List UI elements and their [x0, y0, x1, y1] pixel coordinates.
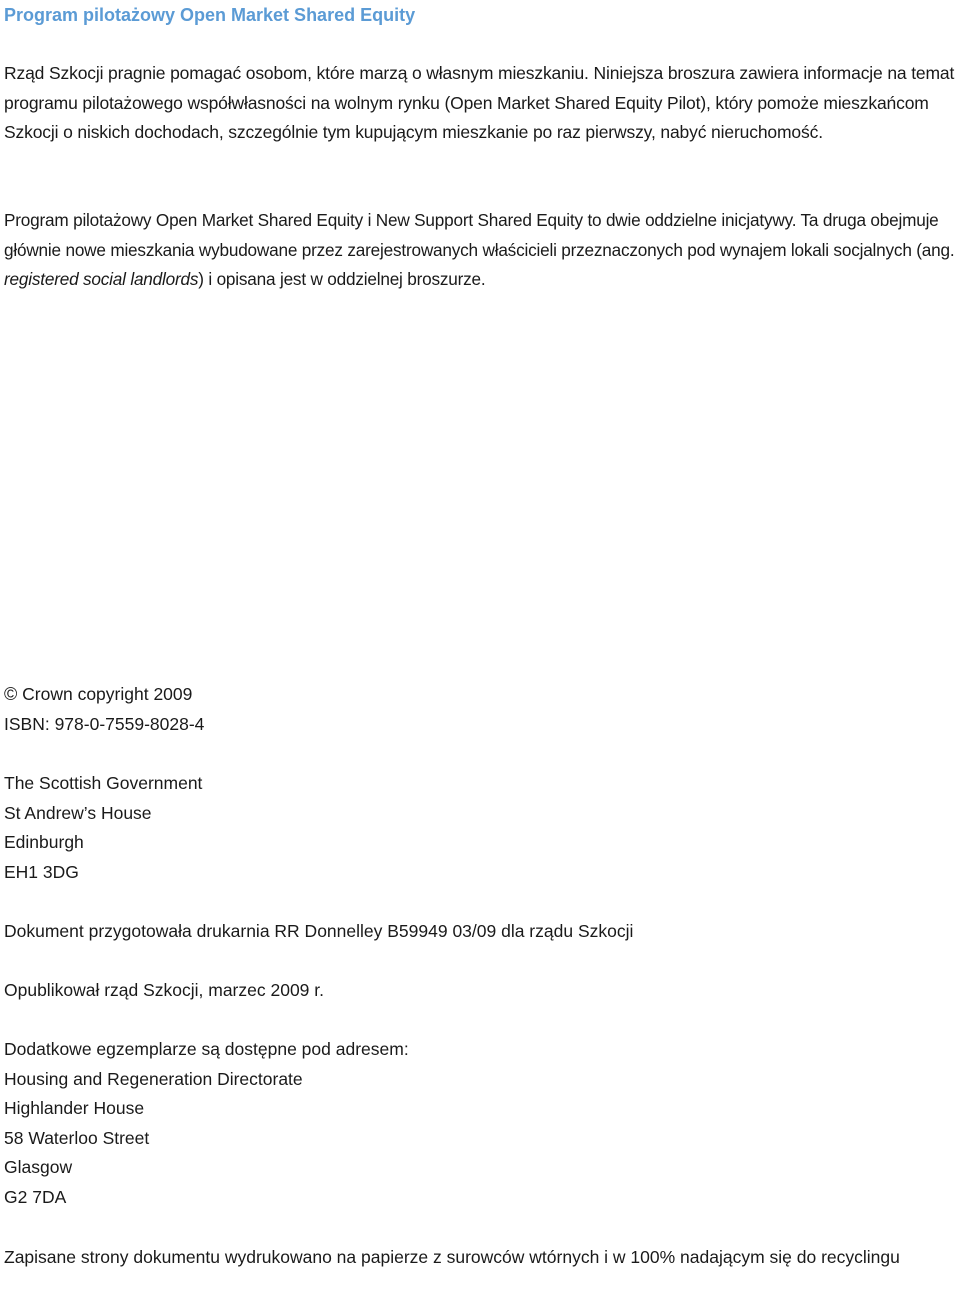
additional-copies-heading: Dodatkowe egzemplarze są dostępne pod adresem:	[4, 1039, 409, 1059]
intro-paragraph-1: Rząd Szkocji pragnie pomagać osobom, które marzą o własnym mieszkaniu. Niniejsza broszura zawiera informacje na temat programu pilotażowego współwłasności na wolnym rynku (Open Market Shared Equity Pilot), który pomoże mieszkańcom Szkocji o niskich dochodach, szczególnie tym kupującym mieszkanie po raz pierwszy, nabyć nieruchomość.	[4, 63, 955, 143]
address-line-3: Edinburgh	[4, 832, 84, 853]
additional-address-line-2: Highlander House	[4, 1098, 145, 1119]
copyright-text: Crown copyright 2009	[22, 684, 193, 704]
paragraph-2-italic-term: registered social landlords	[4, 269, 199, 290]
printer-note-text: Dokument przygotowała drukarnia RR Donnelley B59949 03/09 dla rządu Szkocji	[4, 921, 634, 941]
address-line-4: EH1 3DG	[4, 861, 79, 882]
isbn-line: ISBN: 978-0-7559-8028-4	[4, 713, 205, 734]
paragraph-2-text-start: Program pilotażowy Open Market Shared Equity i New Support Shared Equity to dwie oddzielne inicjatywy. Ta druga obejmuje głównie nowe mieszkania wybudowane przez zarejestrowanych właścicieli przeznaczonych pod wynajem lokali socjalnych (ang.	[4, 210, 955, 260]
printer-note	[4, 917, 633, 947]
additional-address-line-3: 58 Waterloo Street	[4, 1127, 150, 1148]
paragraph-2-text-end: ) i opisana jest w oddzielnej broszurze.	[198, 269, 486, 290]
additional-copies-address	[4, 1035, 409, 1213]
intro-paragraph-2	[4, 206, 956, 295]
additional-address-line-5: G2 7DA	[4, 1186, 67, 1207]
copyright-line	[4, 680, 204, 710]
page-title: Program pilotażowy Open Market Shared Equity	[4, 5, 416, 25]
address-line-1: The Scottish Government	[4, 773, 203, 793]
address-line-2: St Andrew’s House	[4, 802, 152, 823]
government-address	[4, 769, 202, 887]
additional-address-line-1: Housing and Regeneration Directorate	[4, 1068, 303, 1089]
copyright-icon: ©	[4, 684, 18, 704]
recycled-paper-note: Zapisane strony dokumentu wydrukowano na papierze z surowców wtórnych i w 100% nadającym się do recyclingu	[4, 1247, 900, 1267]
published-note	[4, 976, 324, 1006]
published-note-text: Opublikował rząd Szkocji, marzec 2009 r.	[4, 980, 324, 1000]
copyright-block	[4, 680, 204, 739]
additional-address-line-4: Glasgow	[4, 1157, 73, 1178]
